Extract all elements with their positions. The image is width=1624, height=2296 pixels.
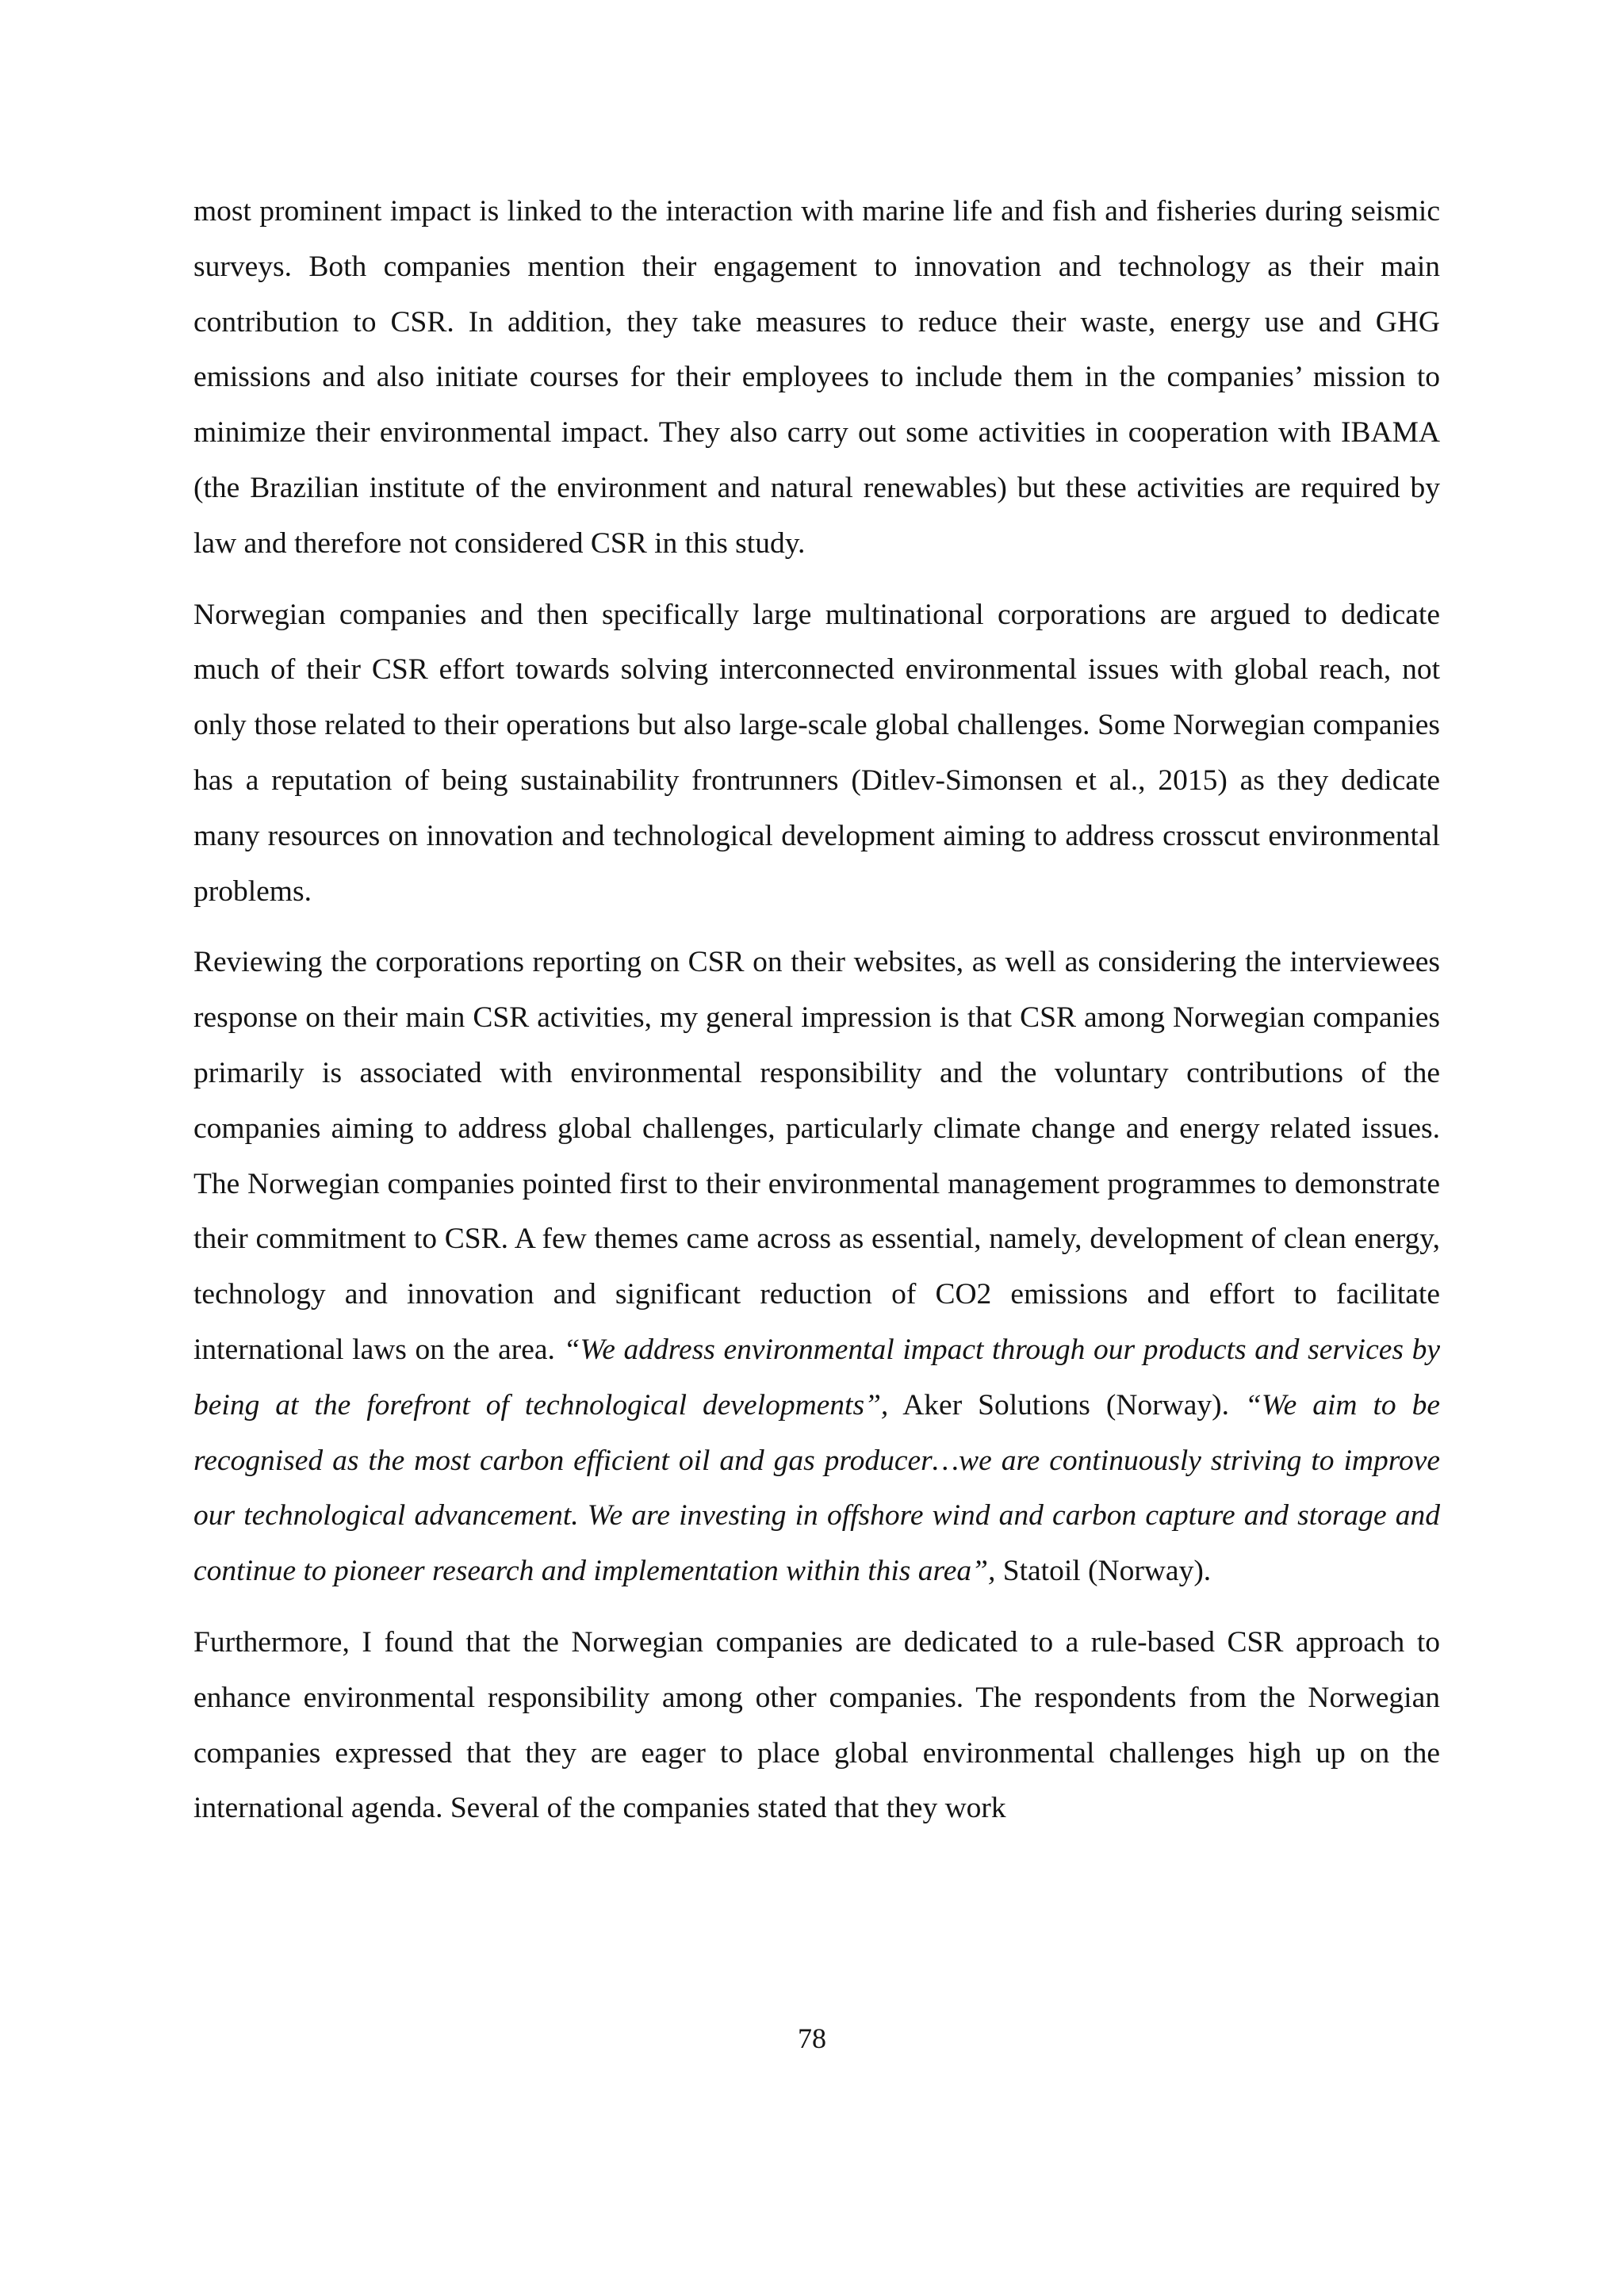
paragraph-3 <box>193 935 1440 1599</box>
body-text <box>193 184 1440 1852</box>
attribution-statoil: Statoil (Norway). <box>995 1555 1212 1588</box>
attribution-aker-solutions: Aker Solutions (Norway). <box>888 1388 1245 1422</box>
page-number: 78 <box>798 2022 826 2054</box>
paragraph-1: most prominent impact is linked to the interaction with marine life and fish and fisheries during seismic surveys. Both companies mention their engagement to innovation and technology as their main contribution to CSR. In addition, they take measures to reduce their waste, energy use and GHG emissions and also initiate courses for their employees to include them in the companies’ mission to minimize their environmental impact. They also carry out some activities in cooperation with IBAMA (the Brazilian institute of the environment and natural renewables) but these activities are required by law and therefore not considered CSR in this study. <box>193 195 1440 560</box>
paragraph-4: Furthermore, I found that the Norwegian companies are dedicated to a rule-based CSR approach to enhance environmental responsibility among other companies. The respondents from the Norwegian companies expressed that they are eager to place global environmental challenges high up on the international agenda. Several of the companies stated that they work <box>193 1625 1440 1825</box>
quote-aker-solutions: “We address environmental impact through our products and services by being at the forefront of technological developments”, <box>193 1333 1440 1422</box>
paragraph-2: Norwegian companies and then specifically large multinational corporations are argued to dedicate much of their CSR effort towards solving interconnected environmental issues with global reach, not only those related to their operations but also large-scale global challenges. Some Norwegian companies has a reputation of being sustainability frontrunners (Ditlev-Simonsen et al., 2015) as they dedicate many resources on innovation and technological development aiming to address crosscut environmental problems. <box>193 598 1440 908</box>
quote-statoil: “We aim to be recognised as the most carbon efficient oil and gas producer…we are continuously striving to improve our technological advancement. We are investing in offshore wind and carbon capture and storage and continue to pioneer research and implementation within this area”, <box>193 1388 1441 1588</box>
paragraph-3-text: Reviewing the corporations reporting on CSR on their websites, as well as considering the interviewees response on their main CSR activities, my general impression is that CSR among Norwegian companies primarily is associated with environmental responsibility and the voluntary contributions of the companies aiming to address global challenges, particularly climate change and energy related issues. The Norwegian companies pointed first to their environmental management programmes to demonstrate their commitment to CSR. A few themes came across as essential, namely, development of clean energy, technology and innovation and significant reduction of CO2 emissions and effort to facilitate international laws on the area. <box>193 946 1440 1366</box>
